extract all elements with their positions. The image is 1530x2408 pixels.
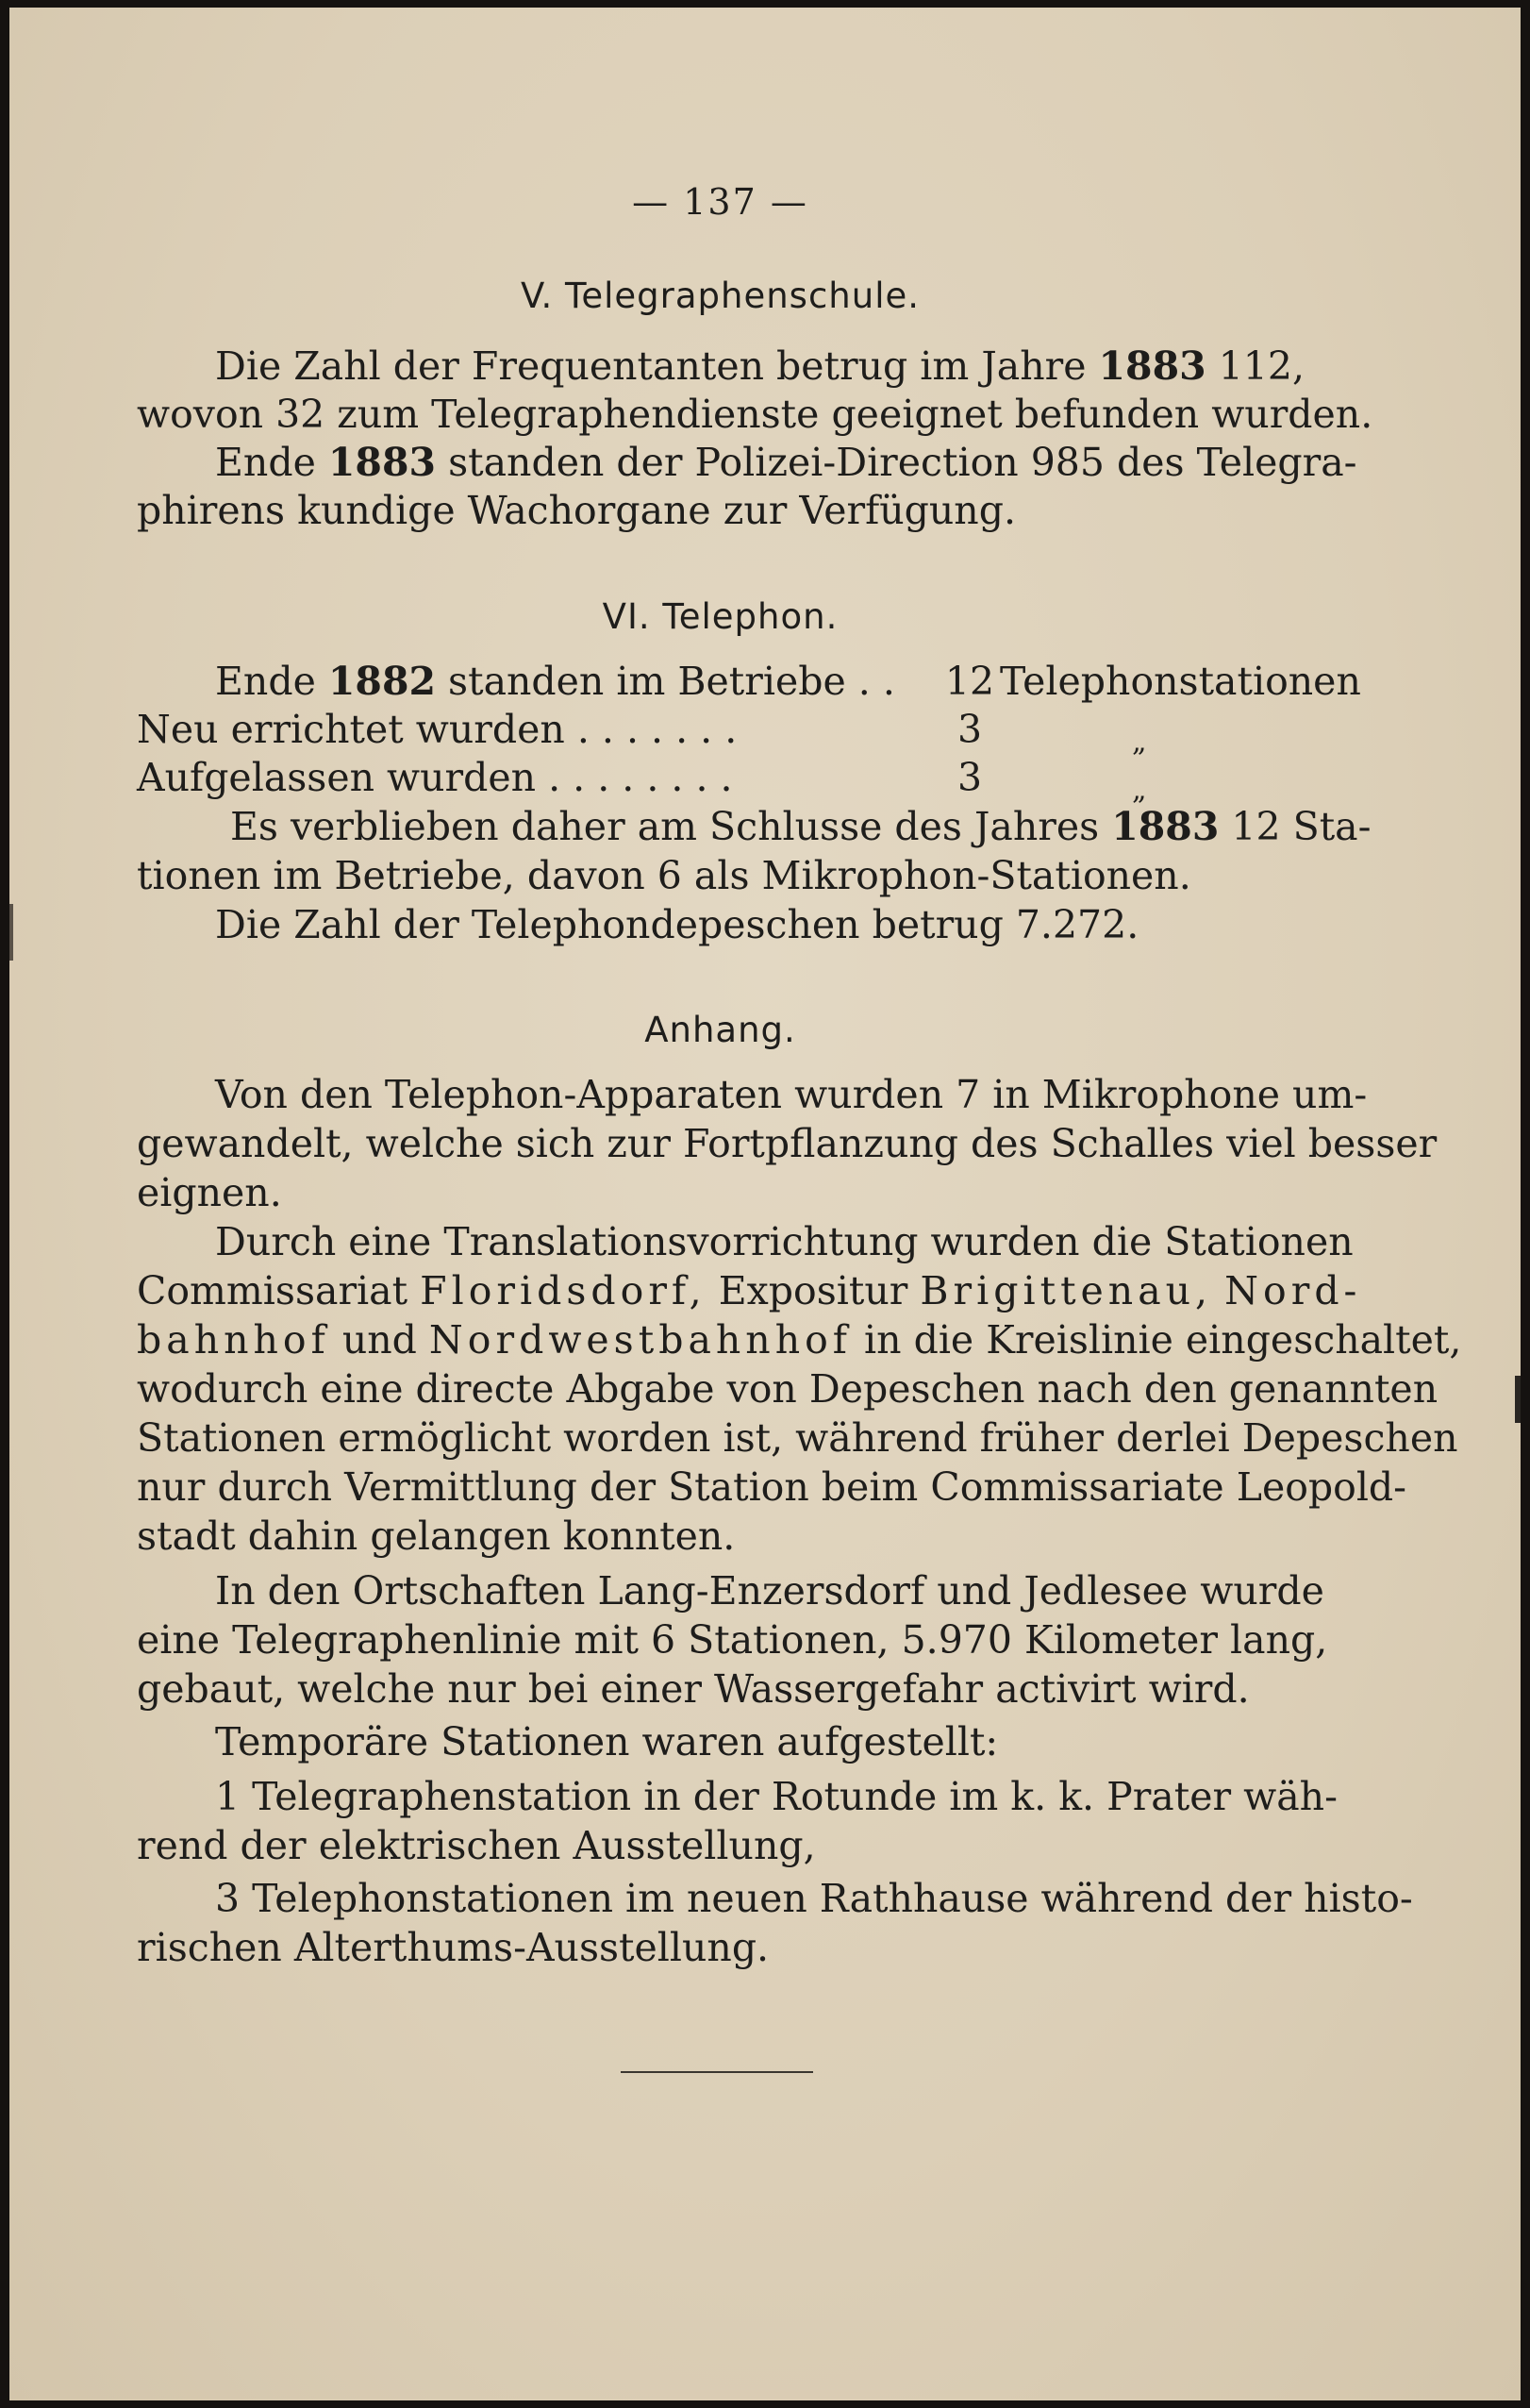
page-edge-mark xyxy=(1515,1376,1521,1423)
paragraph-line: stadt dahin gelangen konnten. xyxy=(137,1513,736,1559)
paragraph-line: In den Ortschaften Lang-Enzersdorf und Jedlesee wurde xyxy=(215,1568,1324,1614)
paragraph-line: wovon 32 zum Telegraphendienste geeignet befunden wurden. xyxy=(137,392,1373,437)
paragraph-line: eignen. xyxy=(137,1170,282,1215)
paragraph-line: Es verblieben daher am Schlusse des Jahres 1883 12 Sta- xyxy=(230,804,1372,849)
paragraph-line: Die Zahl der Frequentanten betrug im Jahre 1883 112, xyxy=(215,343,1305,389)
paragraph-line: Die Zahl der Telephondepeschen betrug 7.272. xyxy=(215,902,1139,947)
paragraph-line: gewandelt, welche sich zur Fortpflanzung des Schalles viel besser xyxy=(137,1121,1438,1166)
ditto-mark: „ xyxy=(1132,774,1147,807)
paragraph-line: eine Telegraphenlinie mit 6 Stationen, 5.970 Kilometer lang, xyxy=(137,1617,1328,1663)
paragraph-line: tionen im Betriebe, davon 6 als Mikrophon-Stationen. xyxy=(137,853,1191,898)
section-heading-telegraphenschule: V. Telegraphenschule. xyxy=(520,276,921,316)
section-heading-anhang: Anhang. xyxy=(644,1010,796,1050)
paragraph-line: 3 Telephonstationen im neuen Rathhause während der histo- xyxy=(215,1876,1413,1921)
paragraph-line: bahnhof und Nordwestbahnhof in die Kreislinie eingeschaltet, xyxy=(137,1317,1462,1363)
section-heading-telephon: VI. Telephon. xyxy=(602,596,839,637)
paragraph-line: Ende 1883 standen der Polizei-Direction 985 des Telegra- xyxy=(215,440,1357,485)
paragraph-line: Stationen ermöglicht worden ist, während früher derlei Depeschen xyxy=(137,1415,1458,1461)
paragraph-line: rend der elektrischen Ausstellung, xyxy=(137,1823,816,1868)
paragraph-line: Durch eine Translationsvorrichtung wurden die Stationen xyxy=(215,1219,1354,1264)
paragraph-line: wodurch eine directe Abgabe von Depeschen nach den genannten xyxy=(137,1366,1439,1412)
ditto-mark: „ xyxy=(1132,726,1147,759)
book-page: — 137 — V. Telegraphenschule. Die Zahl der Frequentanten betrug im Jahre 1883 112, wovon 32 zum Telegraphendienste geeignet befunden wurden. Ende 1883 standen der Polizei-Direction 985 des Telegra- phirens kundige Wachorgane zur Verfügung. VI. Telephon. Ende 1882 standen im Betriebe . . 12 Telephonstationen Neu errichtet wurden . . . . . . . 3 „ Aufgelassen wurden . . . . . . . . 3 „ Es verblieben daher am Schlusse des Jahres 1883 12 Sta- tionen im Betriebe, davon 6 als Mikrophon-Stationen. Die Zahl der Telephondepeschen betrug 7.272. Anhang. Von den Telephon-Apparaten wurden 7 in Mikrophone um- gewandelt, welche sich zur Fortpflanzung des Schalles viel besser eignen. Durch eine Translationsvorrichtung wurden die Stationen Commissariat Floridsdorf, Expositur Brigittenau, Nord- bahnhof und Nordwestbahnhof in die Kreislinie eingeschaltet, wodurch eine directe Abgabe von Depeschen nach den genannten Stationen ermöglicht worden ist, während früher derlei Depeschen nur durch Vermittlung der Station beim Commissariate Leopold- stadt dahin gelangen konnten. In den Ortschaften Lang-Enzersdorf und Jedlesee wurde eine Telegraphenlinie mit 6 Stationen, 5.970 Kilometer lang, gebaut, welche nur bei einer Wassergefahr activirt wird. Temporäre Stationen waren aufgestellt: 1 Telegraphenstation in der Rotunde im k. k. Prater wäh- rend der elektrischen Ausstellung, 3 Telephonstationen im neuen Rathhause während der histo- rischen Alterthums-Ausstellung. xyxy=(9,8,1521,2400)
paragraph-line: Commissariat Floridsdorf, Expositur Brigittenau, Nord- xyxy=(137,1268,1362,1313)
paragraph-line: nur durch Vermittlung der Station beim Commissariate Leopold- xyxy=(137,1464,1407,1510)
paragraph-line: phirens kundige Wachorgane zur Verfügung. xyxy=(137,488,1016,533)
page-number: — 137 — xyxy=(632,181,808,223)
paragraph-line: Von den Telephon-Apparaten wurden 7 in Mikrophone um- xyxy=(215,1072,1368,1117)
paragraph-line: rischen Alterthums-Ausstellung. xyxy=(137,1925,770,1970)
paragraph-line: 1 Telegraphenstation in der Rotunde im k. k. Prater wäh- xyxy=(215,1774,1338,1819)
page-edge-mark xyxy=(9,904,13,961)
paragraph-line: gebaut, welche nur bei einer Wassergefahr activirt wird. xyxy=(137,1666,1250,1712)
paragraph-line: Temporäre Stationen waren aufgestellt: xyxy=(215,1719,999,1764)
closing-rule xyxy=(621,2071,813,2073)
